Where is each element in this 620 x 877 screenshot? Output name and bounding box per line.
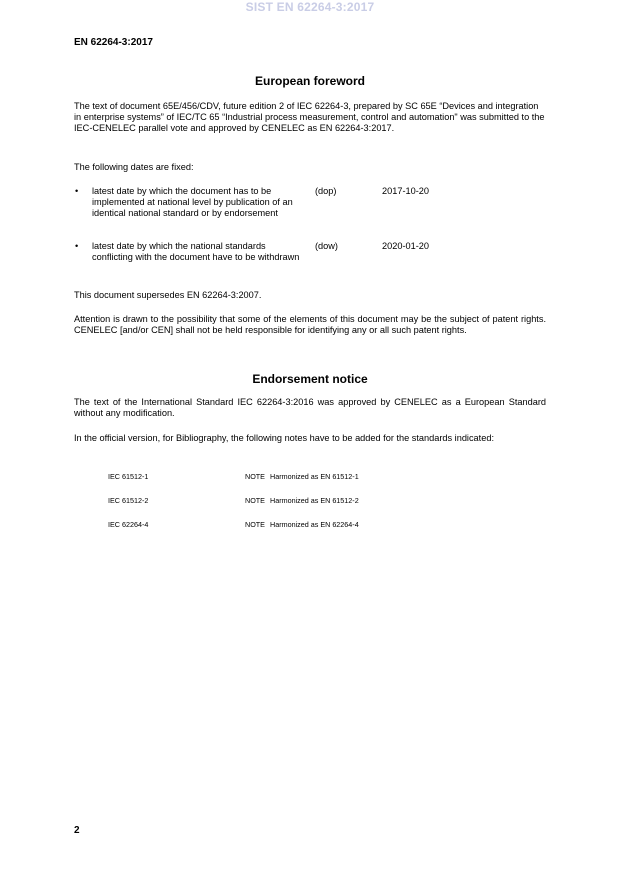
patent-text: Attention is drawn to the possibility that some of the elements of this document may be the subject of patent rights. CENELEC [and/or CEN] shall not be held responsible for identifying any or all such patent rights. [74,314,546,335]
watermark-text: SIST EN 62264-3:2017 [245,0,375,14]
page-number: 2 [74,825,80,836]
date-item-date: 2020-01-20 [382,241,429,251]
supersedes-text: This document supersedes EN 62264-3:2007. [74,290,262,300]
bullet-icon: • [75,241,79,251]
dates-intro: The following dates are fixed: [74,162,194,172]
note-text: Harmonized as EN 62264-4 [270,520,359,529]
bibliography-text: In the official version, for Bibliography, the following notes have to be added for the standards indicated: [74,433,494,443]
document-id: EN 62264-3:2017 [74,37,153,48]
foreword-title: European foreword [254,74,365,88]
note-label: NOTE [245,496,265,505]
note-standard: IEC 61512-1 [108,472,149,481]
date-item-text: latest date by which the national standards conflicting with the document have to be withdrawn [92,241,300,262]
bullet-icon: • [75,186,79,196]
note-label: NOTE [245,472,265,481]
endorsement-text: The text of the International Standard IEC 62264-3:2016 was approved by CENELEC as a European Standard without any modification. [74,397,546,418]
note-text: Harmonized as EN 61512-1 [270,472,359,481]
foreword-intro: The text of document 65E/456/CDV, future edition 2 of IEC 62264-3, prepared by SC 65E “Devices and integration in enterprise systems” of IEC/TC 65 “Industrial process measurement, control and automation" was submitted to the IEC-CENELEC parallel vote and approved by CENELEC as EN 62264-3:2017. [74,101,545,133]
note-text: Harmonized as EN 61512-2 [270,496,359,505]
note-label: NOTE [245,520,265,529]
date-item-text: latest date by which the document has to be implemented at national level by publication of an identical national standard or by endorsement [92,186,293,218]
note-standard: IEC 62264-4 [108,520,149,529]
date-item-abbr: (dop) [315,186,337,196]
endorsement-title: Endorsement notice [252,372,368,386]
date-item-abbr: (dow) [315,241,338,251]
date-item-date: 2017-10-20 [382,186,429,196]
note-standard: IEC 61512-2 [108,496,149,505]
